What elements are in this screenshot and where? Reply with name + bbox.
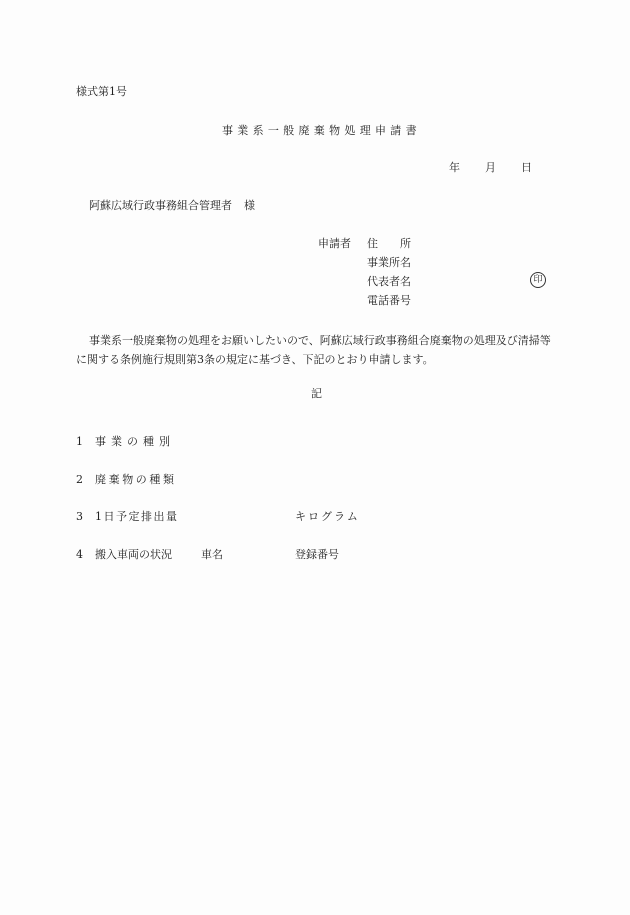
unit-kilogram: キログラム xyxy=(295,510,360,523)
addressee xyxy=(89,200,255,211)
applicant-label: 申請者 xyxy=(318,237,351,250)
month-label: 月 xyxy=(485,161,496,174)
item-daily-discharge xyxy=(76,511,179,522)
year-label: 年 xyxy=(449,161,460,174)
item-number: 2 xyxy=(76,473,83,486)
representative-name-label: 代表者名 xyxy=(367,275,411,288)
item-label: 廃棄物の種類 xyxy=(95,473,177,486)
address-label-part1: 住 xyxy=(367,237,378,250)
item-label: 1日予定排出量 xyxy=(95,510,179,523)
day-label: 日 xyxy=(521,161,532,174)
address-label-part2: 所 xyxy=(400,237,411,250)
item-waste-type xyxy=(76,474,177,485)
car-name-label: 車名 xyxy=(201,548,223,561)
body-paragraph: 事業系一般廃棄物の処理をお願いしたいので、阿蘇広域行政事務組合廃棄物の処理及び清掃等に関する条例施行規則第3条の規定に基づき、下記のとおり申請します。 xyxy=(76,334,551,366)
item-label: 事業の種別 xyxy=(95,435,175,448)
item-label: 搬入車両の状況 xyxy=(95,548,172,561)
item-number: 1 xyxy=(76,435,83,448)
address-field-label xyxy=(367,238,411,249)
seal-icon: 印 xyxy=(530,272,546,288)
form-number: 様式第1号 xyxy=(76,85,127,98)
addressee-name: 阿蘇広域行政事務組合管理者 xyxy=(89,199,232,212)
phone-number-label: 電話番号 xyxy=(367,294,411,307)
item-number: 3 xyxy=(76,510,83,523)
date-line xyxy=(449,162,532,173)
item-business-type xyxy=(76,436,175,447)
addressee-honorific: 様 xyxy=(244,199,255,212)
item-vehicle-status xyxy=(76,549,172,560)
registration-number-label: 登録番号 xyxy=(295,548,339,561)
item-number: 4 xyxy=(76,548,83,561)
document-title: 事業系一般廃棄物処理申請書 xyxy=(222,124,421,137)
ki-heading: 記 xyxy=(311,387,322,400)
office-name-label: 事業所名 xyxy=(367,256,411,269)
